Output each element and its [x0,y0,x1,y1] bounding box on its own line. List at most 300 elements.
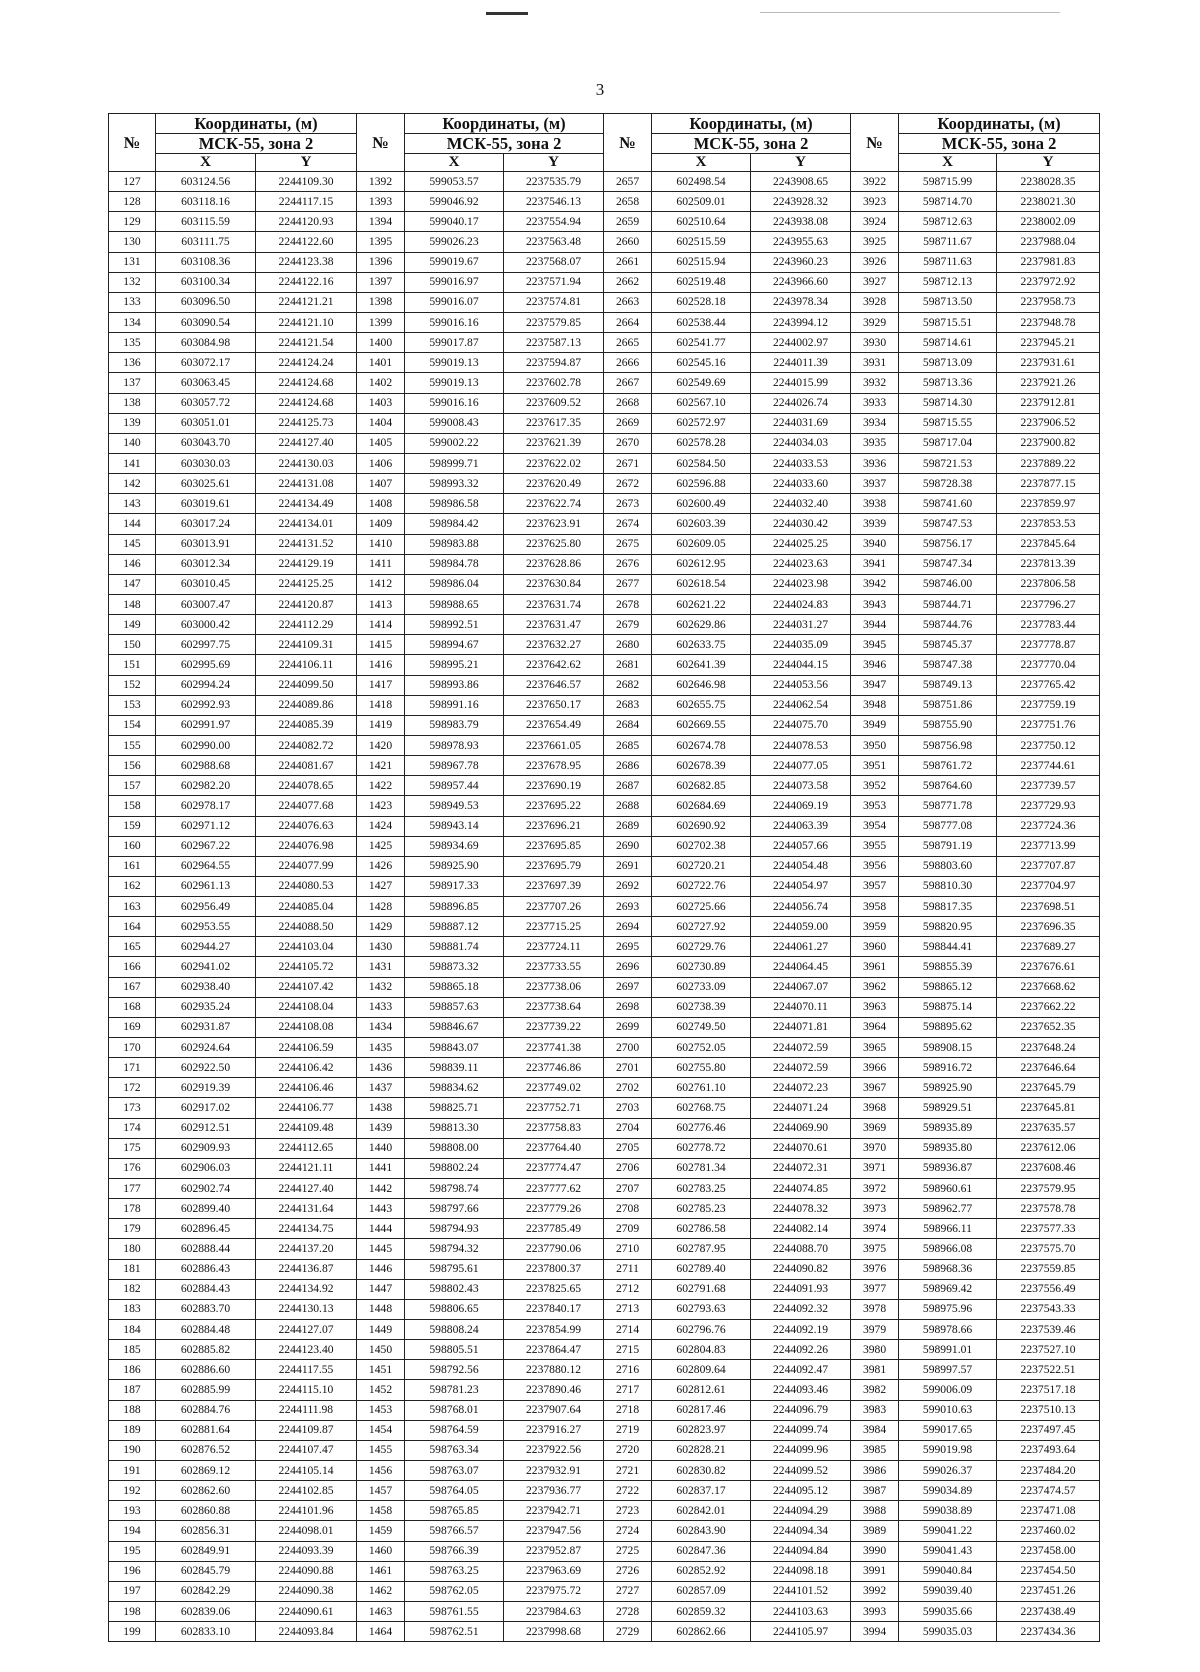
x-coordinate-cell: 598764.59 [405,1420,504,1440]
y-coordinate-cell: 2244085.04 [256,897,357,917]
y-coordinate-cell: 2244033.53 [751,453,851,473]
y-coordinate-cell: 2237620.49 [504,474,604,494]
y-coordinate-cell: 2237931.61 [997,353,1100,373]
point-number-cell: 3947 [851,675,899,695]
x-coordinate-cell: 602859.32 [652,1601,751,1621]
y-coordinate-cell: 2244105.72 [256,957,357,977]
x-coordinate-cell: 602633.75 [652,635,751,655]
x-coordinate-cell: 598896.85 [405,897,504,917]
point-number-cell: 1398 [357,292,405,312]
point-number-cell: 2668 [604,393,652,413]
y-coordinate-cell: 2244072.59 [751,1038,851,1058]
point-number-cell: 153 [109,695,156,715]
y-coordinate-cell: 2244106.42 [256,1058,357,1078]
x-coordinate-cell: 602781.34 [652,1158,751,1178]
point-number-cell: 168 [109,997,156,1017]
y-coordinate-cell: 2237981.83 [997,252,1100,272]
y-coordinate-cell: 2237952.87 [504,1541,604,1561]
y-coordinate-cell: 2244062.54 [751,695,851,715]
y-coordinate-cell: 2237579.95 [997,1179,1100,1199]
y-coordinate-cell: 2237434.36 [997,1622,1100,1642]
y-coordinate-cell: 2237696.21 [504,816,604,836]
y-coordinate-cell: 2237650.17 [504,695,604,715]
point-number-cell: 1442 [357,1179,405,1199]
y-coordinate-cell: 2244061.27 [751,937,851,957]
point-number-cell: 1436 [357,1058,405,1078]
y-coordinate-cell: 2244094.84 [751,1541,851,1561]
y-coordinate-cell: 2244124.24 [256,353,357,373]
x-coordinate-cell: 598802.24 [405,1158,504,1178]
point-number-cell: 3966 [851,1058,899,1078]
y-coordinate-cell: 2237963.69 [504,1561,604,1581]
y-coordinate-cell: 2244072.59 [751,1058,851,1078]
point-number-cell: 3944 [851,615,899,635]
y-coordinate-cell: 2237948.78 [997,312,1100,332]
y-coordinate-cell: 2244074.85 [751,1179,851,1199]
x-coordinate-cell: 602961.13 [156,876,256,896]
y-coordinate-cell: 2244070.61 [751,1138,851,1158]
point-number-cell: 1456 [357,1461,405,1481]
x-coordinate-cell: 598844.41 [899,937,997,957]
y-coordinate-cell: 2237630.84 [504,574,604,594]
x-coordinate-cell: 599006.09 [899,1380,997,1400]
point-number-cell: 2666 [604,353,652,373]
table-row [109,353,1100,373]
x-coordinate-cell: 598715.51 [899,312,997,332]
x-coordinate-cell: 598781.23 [405,1380,504,1400]
x-coordinate-cell: 602845.79 [156,1561,256,1581]
x-coordinate-cell: 602778.72 [652,1138,751,1158]
table-row [109,1360,1100,1380]
x-coordinate-cell: 598962.77 [899,1199,997,1219]
point-number-cell: 2670 [604,433,652,453]
y-coordinate-cell: 2237764.40 [504,1138,604,1158]
y-coordinate-cell: 2244025.25 [751,534,851,554]
table-row [109,1239,1100,1259]
point-number-cell: 1399 [357,312,405,332]
point-number-cell: 1432 [357,977,405,997]
x-coordinate-cell: 602600.49 [652,494,751,514]
x-coordinate-cell: 599026.23 [405,232,504,252]
point-number-cell: 1411 [357,554,405,574]
y-coordinate-cell: 2237556.49 [997,1279,1100,1299]
x-coordinate-cell: 598764.05 [405,1481,504,1501]
x-coordinate-cell: 602768.75 [652,1098,751,1118]
point-number-cell: 3949 [851,715,899,735]
point-number-cell: 2700 [604,1038,652,1058]
y-coordinate-cell: 2244069.90 [751,1118,851,1138]
x-coordinate-cell: 598810.30 [899,876,997,896]
x-coordinate-cell: 602843.90 [652,1521,751,1541]
point-number-cell: 1392 [357,172,405,192]
point-number-cell: 2686 [604,756,652,776]
y-coordinate-cell: 2237845.64 [997,534,1100,554]
y-coordinate-cell: 2237622.02 [504,453,604,473]
x-coordinate-cell: 603030.03 [156,453,256,473]
point-number-cell: 1417 [357,675,405,695]
x-coordinate-cell: 602885.99 [156,1380,256,1400]
x-coordinate-cell: 602733.09 [652,977,751,997]
point-number-cell: 3969 [851,1118,899,1138]
x-coordinate-cell: 599034.89 [899,1481,997,1501]
point-number-cell: 2720 [604,1440,652,1460]
x-coordinate-cell: 602727.92 [652,917,751,937]
point-number-cell: 139 [109,413,156,433]
point-number-cell: 3940 [851,534,899,554]
y-coordinate-cell: 2237975.72 [504,1581,604,1601]
y-coordinate-cell: 2237559.85 [997,1259,1100,1279]
x-coordinate-cell: 598967.78 [405,756,504,776]
y-coordinate-cell: 2244120.87 [256,594,357,614]
y-coordinate-cell: 2237471.08 [997,1501,1100,1521]
x-coordinate-cell: 602884.76 [156,1400,256,1420]
table-row [109,937,1100,957]
point-number-cell: 1414 [357,615,405,635]
x-coordinate-cell: 598761.72 [899,756,997,776]
y-coordinate-cell: 2237546.13 [504,192,604,212]
table-row [109,1561,1100,1581]
y-coordinate-cell: 2244094.34 [751,1521,851,1541]
point-number-cell: 2710 [604,1239,652,1259]
y-coordinate-cell: 2237622.74 [504,494,604,514]
x-coordinate-cell: 598751.86 [899,695,997,715]
point-number-cell: 192 [109,1481,156,1501]
point-number-cell: 2660 [604,232,652,252]
x-coordinate-cell: 598916.72 [899,1058,997,1078]
y-coordinate-cell: 2237631.74 [504,594,604,614]
table-row [109,1118,1100,1138]
x-coordinate-cell: 598797.66 [405,1199,504,1219]
point-number-cell: 1451 [357,1360,405,1380]
x-coordinate-cell: 602519.48 [652,272,751,292]
point-number-cell: 1447 [357,1279,405,1299]
x-coordinate-cell: 602578.28 [652,433,751,453]
y-coordinate-cell: 2237958.73 [997,292,1100,312]
x-coordinate-cell: 603051.01 [156,413,256,433]
point-number-cell: 1410 [357,534,405,554]
x-coordinate-cell: 598846.67 [405,1017,504,1037]
point-number-cell: 147 [109,574,156,594]
point-number-cell: 186 [109,1360,156,1380]
x-coordinate-cell: 598764.60 [899,776,997,796]
point-number-cell: 2715 [604,1340,652,1360]
point-number-cell: 154 [109,715,156,735]
table-row [109,1279,1100,1299]
point-number-cell: 2696 [604,957,652,977]
y-coordinate-cell: 2244067.07 [751,977,851,997]
column-header-coord-system: МСК-55, зона 2 [156,134,357,154]
point-number-cell: 2680 [604,635,652,655]
x-coordinate-cell: 602964.55 [156,856,256,876]
point-number-cell: 193 [109,1501,156,1521]
y-coordinate-cell: 2237645.81 [997,1098,1100,1118]
table-row [109,494,1100,514]
y-coordinate-cell: 2244077.05 [751,756,851,776]
column-header-coords: Координаты, (м) [405,114,604,134]
point-number-cell: 145 [109,534,156,554]
point-number-cell: 1400 [357,333,405,353]
y-coordinate-cell: 2237774.47 [504,1158,604,1178]
y-coordinate-cell: 2244107.42 [256,977,357,997]
column-header-x: X [899,154,997,172]
y-coordinate-cell: 2244112.65 [256,1138,357,1158]
point-number-cell: 183 [109,1299,156,1319]
point-number-cell: 1415 [357,635,405,655]
y-coordinate-cell: 2237806.58 [997,574,1100,594]
y-coordinate-cell: 2237796.27 [997,594,1100,614]
point-number-cell: 2676 [604,554,652,574]
x-coordinate-cell: 598798.74 [405,1179,504,1199]
table-row [109,373,1100,393]
y-coordinate-cell: 2244112.29 [256,615,357,635]
y-coordinate-cell: 2244081.67 [256,756,357,776]
y-coordinate-cell: 2244032.40 [751,494,851,514]
table-row [109,816,1100,836]
x-coordinate-cell: 599017.87 [405,333,504,353]
x-coordinate-cell: 598747.34 [899,554,997,574]
x-coordinate-cell: 599040.84 [899,1561,997,1581]
x-coordinate-cell: 602953.55 [156,917,256,937]
x-coordinate-cell: 598721.53 [899,453,997,473]
y-coordinate-cell: 2244131.08 [256,474,357,494]
y-coordinate-cell: 2244124.68 [256,373,357,393]
x-coordinate-cell: 598813.30 [405,1118,504,1138]
x-coordinate-cell: 603010.45 [156,574,256,594]
y-coordinate-cell: 2244108.08 [256,1017,357,1037]
point-number-cell: 3936 [851,453,899,473]
x-coordinate-cell: 602729.76 [652,937,751,957]
point-number-cell: 3990 [851,1541,899,1561]
x-coordinate-cell: 602860.88 [156,1501,256,1521]
table-row [109,856,1100,876]
table-row [109,836,1100,856]
point-number-cell: 3938 [851,494,899,514]
y-coordinate-cell: 2237652.35 [997,1017,1100,1037]
y-coordinate-cell: 2244107.47 [256,1440,357,1460]
point-number-cell: 1448 [357,1299,405,1319]
x-coordinate-cell: 598943.14 [405,816,504,836]
x-coordinate-cell: 602924.64 [156,1038,256,1058]
point-number-cell: 131 [109,252,156,272]
x-coordinate-cell: 602609.05 [652,534,751,554]
point-number-cell: 2675 [604,534,652,554]
point-number-cell: 2664 [604,312,652,332]
x-coordinate-cell: 599010.63 [899,1400,997,1420]
y-coordinate-cell: 2244130.13 [256,1299,357,1319]
y-coordinate-cell: 2244070.11 [751,997,851,1017]
x-coordinate-cell: 598763.34 [405,1440,504,1460]
y-coordinate-cell: 2237695.22 [504,796,604,816]
table-row [109,212,1100,232]
x-coordinate-cell: 602509.01 [652,192,751,212]
y-coordinate-cell: 2237900.82 [997,433,1100,453]
point-number-cell: 172 [109,1078,156,1098]
table-row [109,413,1100,433]
x-coordinate-cell: 602603.39 [652,514,751,534]
point-number-cell: 2701 [604,1058,652,1078]
point-number-cell: 1438 [357,1098,405,1118]
y-coordinate-cell: 2237778.87 [997,635,1100,655]
x-coordinate-cell: 602837.17 [652,1481,751,1501]
table-row [109,1420,1100,1440]
column-header-y: Y [751,154,851,172]
x-coordinate-cell: 598968.36 [899,1259,997,1279]
y-coordinate-cell: 2237859.97 [997,494,1100,514]
x-coordinate-cell: 602931.87 [156,1017,256,1037]
table-row [109,635,1100,655]
point-number-cell: 3932 [851,373,899,393]
y-coordinate-cell: 2244098.18 [751,1561,851,1581]
y-coordinate-cell: 2238021.30 [997,192,1100,212]
x-coordinate-cell: 602995.69 [156,655,256,675]
point-number-cell: 1440 [357,1138,405,1158]
point-number-cell: 3991 [851,1561,899,1581]
point-number-cell: 3948 [851,695,899,715]
y-coordinate-cell: 2243928.32 [751,192,851,212]
x-coordinate-cell: 602902.74 [156,1179,256,1199]
y-coordinate-cell: 2238002.09 [997,212,1100,232]
x-coordinate-cell: 598817.35 [899,897,997,917]
table-row [109,1320,1100,1340]
x-coordinate-cell: 598986.58 [405,494,504,514]
y-coordinate-cell: 2244137.20 [256,1239,357,1259]
y-coordinate-cell: 2237779.26 [504,1199,604,1219]
y-coordinate-cell: 2244034.03 [751,433,851,453]
point-number-cell: 2711 [604,1259,652,1279]
point-number-cell: 3980 [851,1340,899,1360]
x-coordinate-cell: 598711.67 [899,232,997,252]
y-coordinate-cell: 2237984.63 [504,1601,604,1621]
x-coordinate-cell: 598765.85 [405,1501,504,1521]
x-coordinate-cell: 598715.55 [899,413,997,433]
point-number-cell: 1444 [357,1219,405,1239]
y-coordinate-cell: 2237972.92 [997,272,1100,292]
point-number-cell: 127 [109,172,156,192]
y-coordinate-cell: 2244121.11 [256,1158,357,1178]
point-number-cell: 2689 [604,816,652,836]
y-coordinate-cell: 2244077.99 [256,856,357,876]
point-number-cell: 2663 [604,292,652,312]
x-coordinate-cell: 598808.00 [405,1138,504,1158]
x-coordinate-cell: 602722.76 [652,876,751,896]
point-number-cell: 3981 [851,1360,899,1380]
x-coordinate-cell: 602528.18 [652,292,751,312]
x-coordinate-cell: 598766.39 [405,1541,504,1561]
y-coordinate-cell: 2244031.27 [751,615,851,635]
y-coordinate-cell: 2237654.49 [504,715,604,735]
y-coordinate-cell: 2237587.13 [504,333,604,353]
table-row [109,1058,1100,1078]
column-header-coord-system: МСК-55, зона 2 [652,134,851,154]
point-number-cell: 1420 [357,735,405,755]
point-number-cell: 1453 [357,1400,405,1420]
x-coordinate-cell: 602847.36 [652,1541,751,1561]
point-number-cell: 3978 [851,1299,899,1319]
y-coordinate-cell: 2244122.16 [256,272,357,292]
point-number-cell: 148 [109,594,156,614]
x-coordinate-cell: 602992.93 [156,695,256,715]
point-number-cell: 3923 [851,192,899,212]
y-coordinate-cell: 2237645.79 [997,1078,1100,1098]
x-coordinate-cell: 602982.20 [156,776,256,796]
y-coordinate-cell: 2237493.64 [997,1440,1100,1460]
point-number-cell: 152 [109,675,156,695]
y-coordinate-cell: 2237648.24 [997,1038,1100,1058]
x-coordinate-cell: 598763.07 [405,1461,504,1481]
point-number-cell: 1422 [357,776,405,796]
x-coordinate-cell: 598865.18 [405,977,504,997]
y-coordinate-cell: 2243908.65 [751,172,851,192]
x-coordinate-cell: 602896.45 [156,1219,256,1239]
point-number-cell: 2724 [604,1521,652,1541]
point-number-cell: 158 [109,796,156,816]
y-coordinate-cell: 2244080.53 [256,876,357,896]
y-coordinate-cell: 2244098.01 [256,1521,357,1541]
x-coordinate-cell: 602869.12 [156,1461,256,1481]
x-coordinate-cell: 602852.92 [652,1561,751,1581]
point-number-cell: 3942 [851,574,899,594]
x-coordinate-cell: 599046.92 [405,192,504,212]
y-coordinate-cell: 2237635.57 [997,1118,1100,1138]
point-number-cell: 3922 [851,172,899,192]
point-number-cell: 2704 [604,1118,652,1138]
point-number-cell: 1393 [357,192,405,212]
point-number-cell: 1431 [357,957,405,977]
x-coordinate-cell: 602584.50 [652,453,751,473]
table-row [109,1158,1100,1178]
point-number-cell: 2698 [604,997,652,1017]
y-coordinate-cell: 2244090.38 [256,1581,357,1601]
y-coordinate-cell: 2237642.62 [504,655,604,675]
y-coordinate-cell: 2237825.65 [504,1279,604,1299]
y-coordinate-cell: 2237646.57 [504,675,604,695]
x-coordinate-cell: 602862.66 [652,1622,751,1642]
y-coordinate-cell: 2237733.55 [504,957,604,977]
point-number-cell: 1416 [357,655,405,675]
point-number-cell: 1457 [357,1481,405,1501]
point-number-cell: 3962 [851,977,899,997]
x-coordinate-cell: 598712.63 [899,212,997,232]
y-coordinate-cell: 2237758.83 [504,1118,604,1138]
point-number-cell: 155 [109,735,156,755]
y-coordinate-cell: 2237916.27 [504,1420,604,1440]
x-coordinate-cell: 598794.93 [405,1219,504,1239]
point-number-cell: 3959 [851,917,899,937]
x-coordinate-cell: 598714.30 [899,393,997,413]
x-coordinate-cell: 598713.50 [899,292,997,312]
point-number-cell: 1449 [357,1320,405,1340]
y-coordinate-cell: 2244085.39 [256,715,357,735]
point-number-cell: 2669 [604,413,652,433]
point-number-cell: 2706 [604,1158,652,1178]
y-coordinate-cell: 2244078.53 [751,735,851,755]
y-coordinate-cell: 2243978.34 [751,292,851,312]
x-coordinate-cell: 598762.05 [405,1581,504,1601]
column-header-y: Y [997,154,1100,172]
x-coordinate-cell: 598865.12 [899,977,997,997]
y-coordinate-cell: 2244053.56 [751,675,851,695]
y-coordinate-cell: 2244078.32 [751,1199,851,1219]
y-coordinate-cell: 2244103.04 [256,937,357,957]
x-coordinate-cell: 602990.00 [156,735,256,755]
point-number-cell: 3941 [851,554,899,574]
y-coordinate-cell: 2237497.45 [997,1420,1100,1440]
column-header-y: Y [256,154,357,172]
point-number-cell: 3993 [851,1601,899,1621]
y-coordinate-cell: 2237739.22 [504,1017,604,1037]
y-coordinate-cell: 2237454.50 [997,1561,1100,1581]
x-coordinate-cell: 598766.57 [405,1521,504,1541]
